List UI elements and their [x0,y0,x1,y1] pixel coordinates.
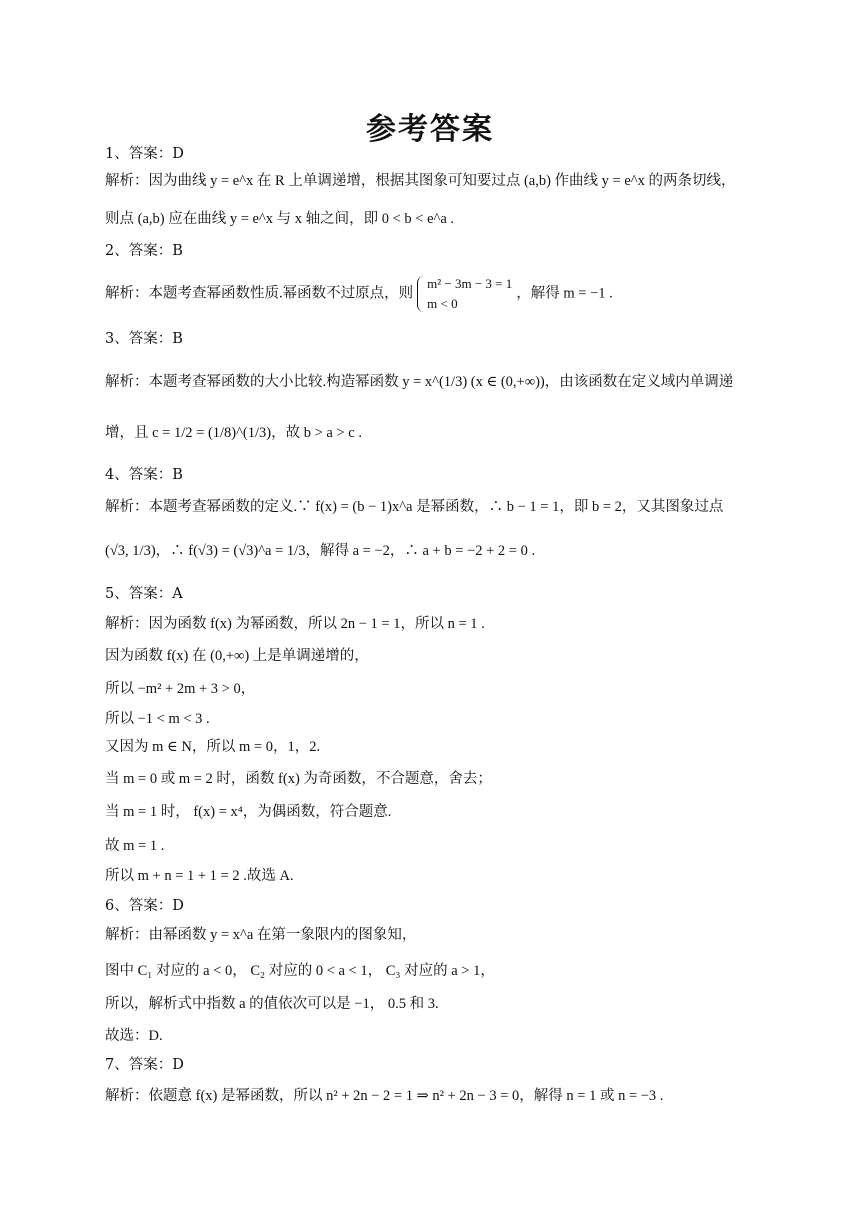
answer-5-explanation-line-3: 所以 −m² + 2m + 3 > 0， [105,681,256,697]
answer-1-explanation-line-2: 则点 (a,b) 应在曲线 y = e^x 与 x 轴之间，即 0 < b < e^a . [105,211,455,227]
answer-6-explanation-line-3: 所以，解析式中指数 a 的值依次可以是 −1， 0.5 和 3. [105,996,439,1012]
answer-5-explanation-line-8: 故 m = 1 . [105,838,165,854]
answer-5-explanation-line-2: 因为函数 f(x) 在 (0,+∞) 上是单调递增的， [105,648,369,664]
page-title: 参考答案 [366,112,494,147]
answer-6-explanation-line-1: 解析：由幂函数 y = x^a 在第一象限内的图象知， [105,927,417,943]
answer-1-explanation-line-1: 解析：因为曲线 y = e^x 在 R 上单调递增，根据其图象可知要过点 (a,b) 作曲线 y = e^x 的两条切线， [105,173,736,189]
answer-3-explanation-line-2: 增，且 c = 1/2 = (1/8)^(1/3)，故 b > a > c . [105,425,362,441]
answer-7-heading: 7、答案：D [105,1057,184,1073]
answer-6-explanation-line-2: 图中 C₁ 对应的 a < 0， C₂ 对应的 0 < a < 1， C₃ 对应的 a > 1， [105,963,495,979]
answer-5-explanation-line-5: 又因为 m ∈ N，所以 m = 0，1，2. [105,739,321,755]
answer-4-heading: 4、答案：B [105,467,183,483]
answer-2-heading: 2、答案：B [105,243,183,259]
answer-6-explanation-line-4: 故选：D. [105,1028,163,1044]
answer-3-explanation-line-1: 解析：本题考查幂函数的大小比较.构造幂函数 y = x^(1/3) (x ∈ (0,+∞))，由该函数在定义域内单调递 [105,374,734,390]
answer-7-explanation: 解析：依题意 f(x) 是幂函数，所以 n² + 2n − 2 = 1 ⇒ n² + 2n − 3 = 0，解得 n = 1 或 n = −3 . [105,1088,664,1104]
equation-system-row-1: m² − 3m − 3 = 1 [427,276,513,291]
answer-5-explanation-line-6: 当 m = 0 或 m = 2 时，函数 f(x) 为奇函数，不合题意，舍去； [105,771,492,787]
answer-4-explanation-line-1: 解析：本题考查幂函数的定义.∵ f(x) = (b − 1)x^a 是幂函数，∴ b − 1 = 1，即 b = 2，又其图象过点 [105,499,724,515]
answer-3-heading: 3、答案：B [105,331,183,347]
answer-6-heading: 6、答案：D [105,898,184,914]
answer-5-heading: 5、答案：A [105,586,183,602]
answer-5-explanation-line-7: 当 m = 1 时， f(x) = x⁴，为偶函数，符合题意. [105,804,392,820]
answer-5-explanation-line-9: 所以 m + n = 1 + 1 = 2 .故选 A. [105,868,294,884]
answer-2-explanation-intro: 解析：本题考查幂函数性质.幂函数不过原点，则 [105,285,414,302]
answer-1-heading: 1、答案：D [105,146,184,162]
answer-2-explanation [105,274,755,314]
answer-5-explanation-line-1: 解析：因为函数 f(x) 为幂函数，所以 2n − 1 = 1，所以 n = 1 . [105,616,485,632]
equation-system [417,274,512,314]
answer-4-explanation-line-2: (√3, 1/3)，∴ f(√3) = (√3)^a = 1/3，解得 a = −2，∴ a + b = −2 + 2 = 0 . [105,543,536,559]
equation-system-row-2: m < 0 [427,296,458,311]
answer-5-explanation-line-4: 所以 −1 < m < 3 . [105,711,210,727]
answer-2-explanation-result: ，解得 m = −1 . [516,285,613,302]
